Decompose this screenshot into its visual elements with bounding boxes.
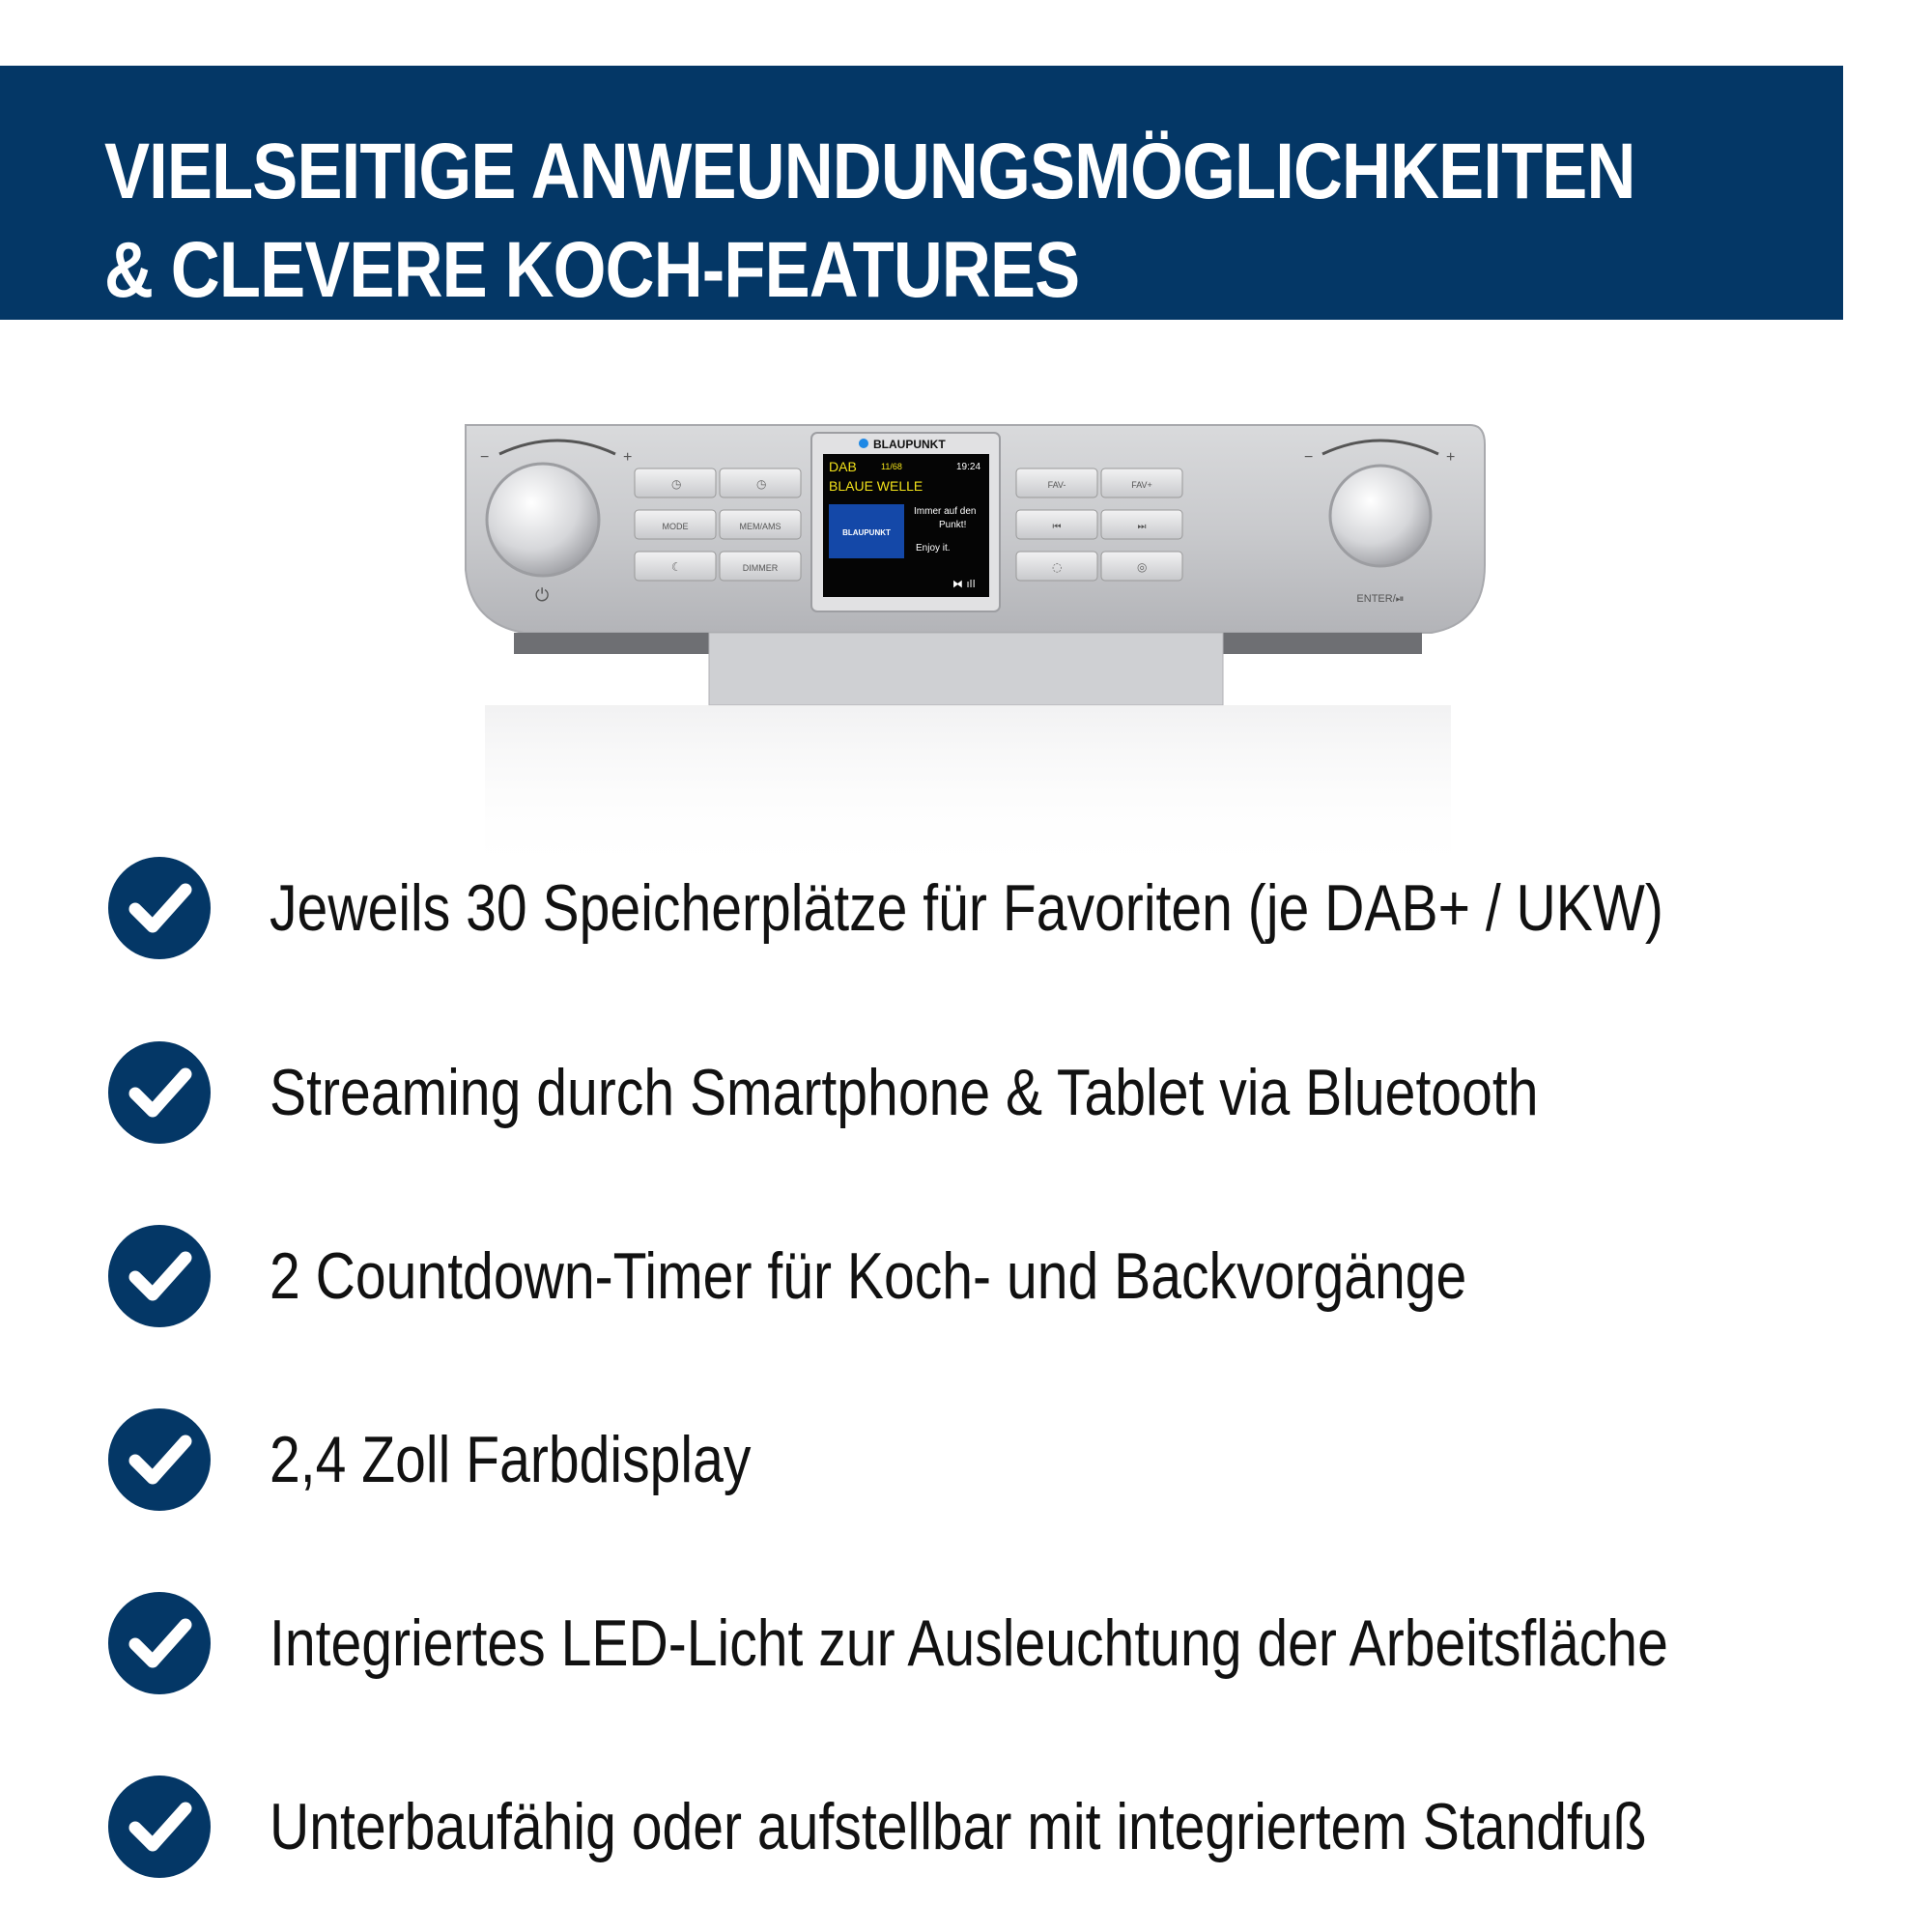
svg-text:⏭: ⏭	[1137, 522, 1147, 532]
svg-text:FAV-: FAV-	[1047, 480, 1066, 490]
svg-text:◷: ◷	[756, 477, 767, 491]
feature-item	[108, 1769, 1828, 1885]
svg-text:MEM/AMS: MEM/AMS	[739, 522, 781, 531]
svg-text:◷: ◷	[671, 477, 682, 491]
check-icon	[108, 1041, 211, 1144]
check-icon	[108, 1592, 211, 1694]
svg-text:−: −	[1304, 449, 1314, 466]
feature-item	[108, 1402, 1828, 1518]
check-icon	[108, 1408, 211, 1511]
svg-text:Punkt!: Punkt!	[939, 520, 967, 530]
svg-text:+: +	[623, 449, 633, 466]
feature-text: Jeweils 30 Speicherplätze für Favoriten (je DAB+ / UKW)	[270, 871, 1663, 945]
svg-text:BLAUPUNKT: BLAUPUNKT	[873, 438, 946, 451]
feature-item	[108, 850, 1828, 966]
svg-text:⏻: ⏻	[535, 585, 550, 606]
svg-text:BLAUE WELLE: BLAUE WELLE	[829, 478, 923, 494]
svg-text:DIMMER: DIMMER	[742, 563, 779, 573]
feature-item	[108, 1035, 1828, 1151]
header-banner	[0, 66, 1843, 320]
svg-text:+: +	[1446, 449, 1456, 466]
svg-text:BLAUPUNKT: BLAUPUNKT	[842, 528, 891, 537]
check-icon	[108, 1776, 211, 1878]
svg-text:FAV+: FAV+	[1131, 480, 1152, 490]
header-title-line1: VIELSEITIGE ANWEUNDUNGSMÖGLICHKEITEN	[104, 128, 1635, 215]
svg-text:◎: ◎	[1137, 560, 1148, 574]
feature-text: Unterbaufähig oder aufstellbar mit integriertem Standfuß	[270, 1790, 1647, 1863]
volume-knob	[487, 464, 599, 576]
svg-text:11/68: 11/68	[881, 462, 902, 471]
svg-text:−: −	[480, 449, 490, 466]
svg-text:◌: ◌	[1052, 560, 1063, 574]
svg-text:MODE: MODE	[662, 522, 689, 531]
svg-text:⧓ ıll: ⧓ ıll	[952, 578, 976, 590]
feature-item	[108, 1585, 1828, 1701]
svg-text:⏮: ⏮	[1052, 522, 1062, 532]
feature-text: 2,4 Zoll Farbdisplay	[270, 1423, 752, 1496]
check-icon	[108, 857, 211, 959]
feature-item	[108, 1218, 1828, 1334]
feature-text: 2 Countdown-Timer für Koch- und Backvorgänge	[270, 1239, 1467, 1313]
svg-text:Immer auf den: Immer auf den	[914, 506, 977, 517]
header-title-line2: & CLEVERE KOCH-FEATURES	[104, 226, 1080, 314]
check-icon	[108, 1225, 211, 1327]
feature-text: Streaming durch Smartphone & Tablet via Bluetooth	[270, 1056, 1539, 1129]
svg-text:DAB: DAB	[829, 459, 857, 474]
svg-text:ENTER/⏯: ENTER/⏯	[1356, 593, 1405, 605]
svg-text:☾: ☾	[671, 560, 682, 574]
svg-text:19:24: 19:24	[956, 462, 981, 472]
svg-text:Enjoy it.: Enjoy it.	[916, 543, 951, 554]
feature-text: Integriertes LED-Licht zur Ausleuchtung der Arbeitsfläche	[270, 1606, 1668, 1680]
tuning-knob	[1330, 466, 1431, 566]
